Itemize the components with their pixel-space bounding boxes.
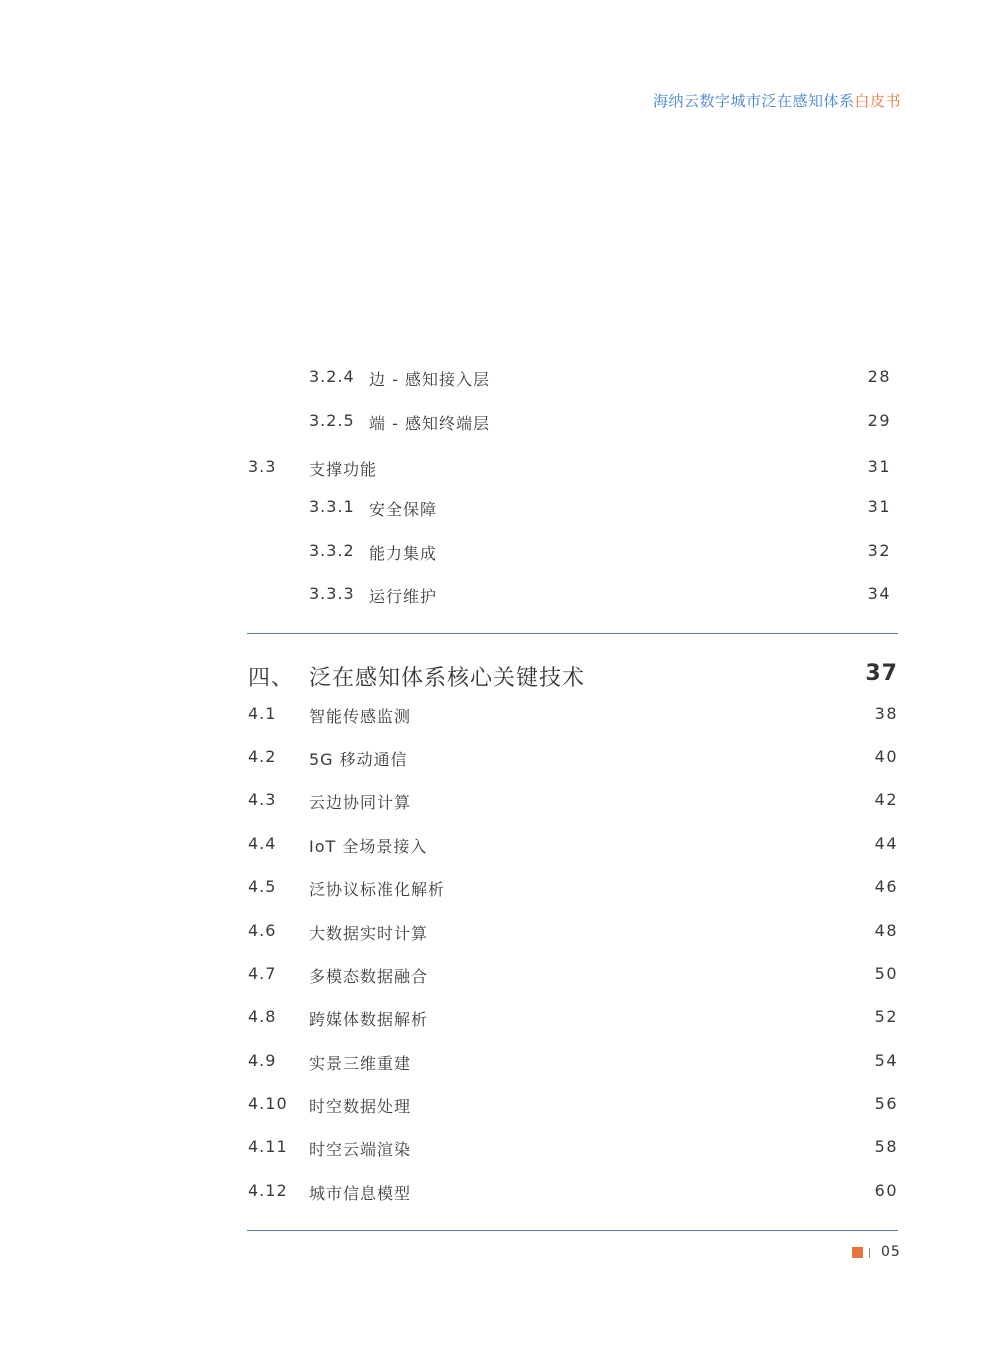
toc-chapter-4[interactable] (248, 661, 898, 691)
toc-entry-3-3-1[interactable] (248, 497, 898, 521)
toc-title: 智能传感监测 (309, 707, 412, 726)
section-divider (247, 1230, 898, 1231)
toc-title: 泛协议标准化解析 (309, 880, 446, 899)
toc-entry-4-3[interactable] (248, 790, 898, 814)
toc-page: 42 (874, 790, 898, 809)
chapter-title: 泛在感知体系核心关键技术 (309, 666, 586, 691)
toc-number: 3.2.5 (309, 411, 355, 430)
toc-title: 实景三维重建 (309, 1054, 412, 1073)
section-divider (247, 633, 898, 634)
header-title: 海纳云数字城市泛在感知体系 (652, 92, 855, 110)
toc-page: 46 (874, 877, 898, 896)
toc-number: 4.1 (248, 704, 277, 723)
toc-page: 54 (874, 1051, 898, 1070)
toc-number: 4.9 (248, 1051, 277, 1070)
page-number: 05 (881, 1244, 901, 1260)
toc-title: 多模态数据融合 (309, 967, 429, 986)
toc-entry-4-2[interactable] (248, 747, 898, 771)
toc-number: 4.8 (248, 1007, 277, 1026)
toc-page: 31 (867, 497, 891, 516)
chapter-page: 37 (865, 661, 898, 686)
toc-number: 4.6 (248, 921, 277, 940)
toc-number: 4.4 (248, 834, 277, 853)
toc-number: 3.3.3 (309, 584, 355, 603)
toc-number: 4.12 (248, 1181, 288, 1200)
toc-entry-4-8[interactable] (248, 1007, 898, 1031)
toc-page: 34 (867, 584, 891, 603)
toc-title: 大数据实时计算 (309, 924, 429, 943)
toc-page: 38 (874, 704, 898, 723)
toc-title: 端 - 感知终端层 (369, 414, 490, 433)
toc-entry-4-7[interactable] (248, 964, 898, 988)
orange-square-icon (852, 1247, 863, 1258)
toc-page: 31 (867, 457, 891, 476)
toc-title: 时空云端渲染 (309, 1140, 412, 1159)
toc-entry-4-12[interactable] (248, 1181, 898, 1205)
toc-page: 48 (874, 921, 898, 940)
toc-page: 29 (867, 411, 891, 430)
toc-title: 支撑功能 (309, 460, 378, 479)
toc-number: 4.10 (248, 1094, 288, 1113)
toc-title: 跨媒体数据解析 (309, 1010, 429, 1029)
toc-title: 安全保障 (369, 500, 438, 519)
toc-entry-3-3-3[interactable] (248, 584, 898, 608)
toc-entry-4-10[interactable] (248, 1094, 898, 1118)
document-header (653, 90, 901, 111)
toc-page: 58 (874, 1137, 898, 1156)
toc-title: 边 - 感知接入层 (369, 370, 490, 389)
toc-entry-4-6[interactable] (248, 921, 898, 945)
toc-title: 能力集成 (369, 544, 438, 563)
toc-page: 44 (874, 834, 898, 853)
toc-page: 56 (874, 1094, 898, 1113)
toc-entry-4-11[interactable] (248, 1137, 898, 1161)
separator-bar (869, 1248, 870, 1258)
toc-page: 60 (874, 1181, 898, 1200)
toc-number: 4.11 (248, 1137, 288, 1156)
header-subtitle: 白皮书 (854, 92, 901, 110)
toc-title: 5G 移动通信 (309, 750, 408, 769)
toc-page: 40 (874, 747, 898, 766)
toc-page: 50 (874, 964, 898, 983)
toc-title: 云边协同计算 (309, 793, 412, 812)
toc-entry-4-4[interactable] (248, 834, 898, 858)
toc-number: 3.2.4 (309, 367, 355, 386)
toc-page: 28 (867, 367, 891, 386)
toc-title: 城市信息模型 (309, 1184, 412, 1203)
toc-page: 52 (874, 1007, 898, 1026)
toc-entry-4-9[interactable] (248, 1051, 898, 1075)
toc-page: 32 (867, 541, 891, 560)
toc-entry-3-3[interactable] (248, 457, 898, 481)
toc-number: 3.3.2 (309, 541, 355, 560)
toc-entry-3-2-4[interactable] (248, 367, 898, 391)
toc-entry-4-1[interactable] (248, 704, 898, 728)
toc-title: 时空数据处理 (309, 1097, 412, 1116)
toc-title: IoT 全场景接入 (309, 837, 428, 856)
toc-entry-3-3-2[interactable] (248, 541, 898, 565)
toc-entry-4-5[interactable] (248, 877, 898, 901)
toc-title: 运行维护 (369, 587, 438, 606)
chapter-number: 四、 (248, 666, 295, 691)
toc-entry-3-2-5[interactable] (248, 411, 898, 435)
toc-number: 4.2 (248, 747, 277, 766)
toc-number: 3.3 (248, 457, 277, 476)
toc-number: 4.7 (248, 964, 277, 983)
toc-number: 4.3 (248, 790, 277, 809)
toc-number: 3.3.1 (309, 497, 355, 516)
toc-number: 4.5 (248, 877, 277, 896)
